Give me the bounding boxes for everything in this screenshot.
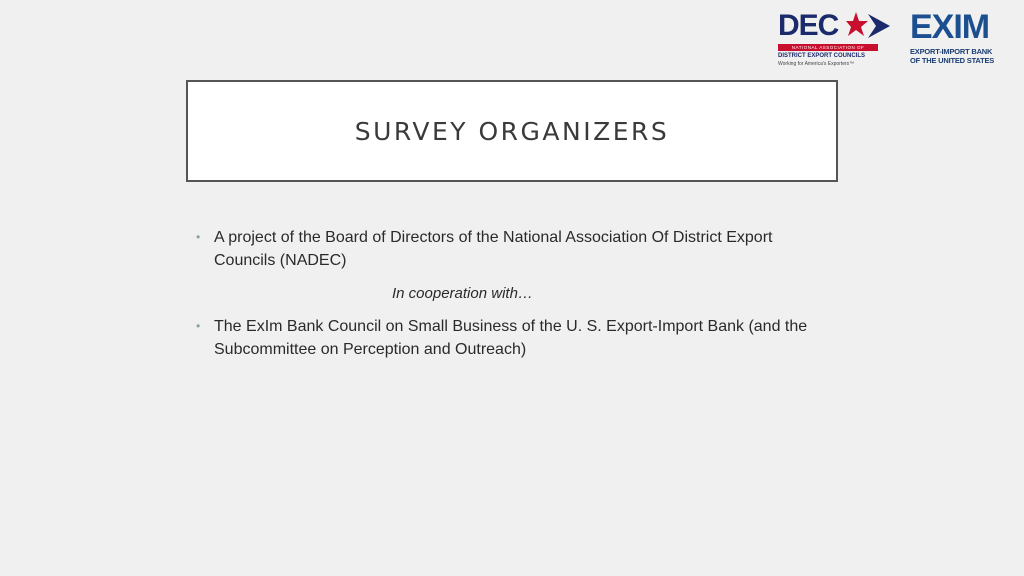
dec-slogan: Working for America's Exporters™ [778, 61, 855, 67]
title-box [186, 80, 838, 182]
bullet-item [196, 226, 816, 272]
exim-tagline-1: EXPORT-IMPORT BANK [910, 47, 993, 56]
bullet-icon: • [196, 319, 201, 333]
dec-star-arrow-icon [846, 10, 896, 42]
bullet-icon: • [196, 230, 201, 244]
bullet-text: A project of the Board of Directors of the National Association Of District Export Councils (NADEC) [214, 229, 773, 269]
bullet-text: The ExIm Bank Council on Small Business of the U. S. Export-Import Bank (and the Subcommittee on Perception and Outreach) [214, 318, 808, 358]
logo-group [778, 10, 1002, 70]
dec-logo [778, 10, 896, 70]
bullet-item [196, 315, 816, 361]
slide-title: SURVEY ORGANIZERS [354, 116, 670, 146]
dec-wordmark: DEC [778, 9, 839, 42]
cooperation-note: In cooperation with… [392, 285, 533, 302]
dec-band: NATIONAL ASSOCIATION OF [778, 44, 878, 51]
exim-tagline-2: OF THE UNITED STATES [910, 56, 995, 65]
exim-logo [910, 10, 1002, 70]
dec-tagline: DISTRICT EXPORT COUNCILS [778, 53, 866, 59]
slide-content [196, 226, 816, 361]
exim-wordmark: EXIM [910, 8, 990, 46]
